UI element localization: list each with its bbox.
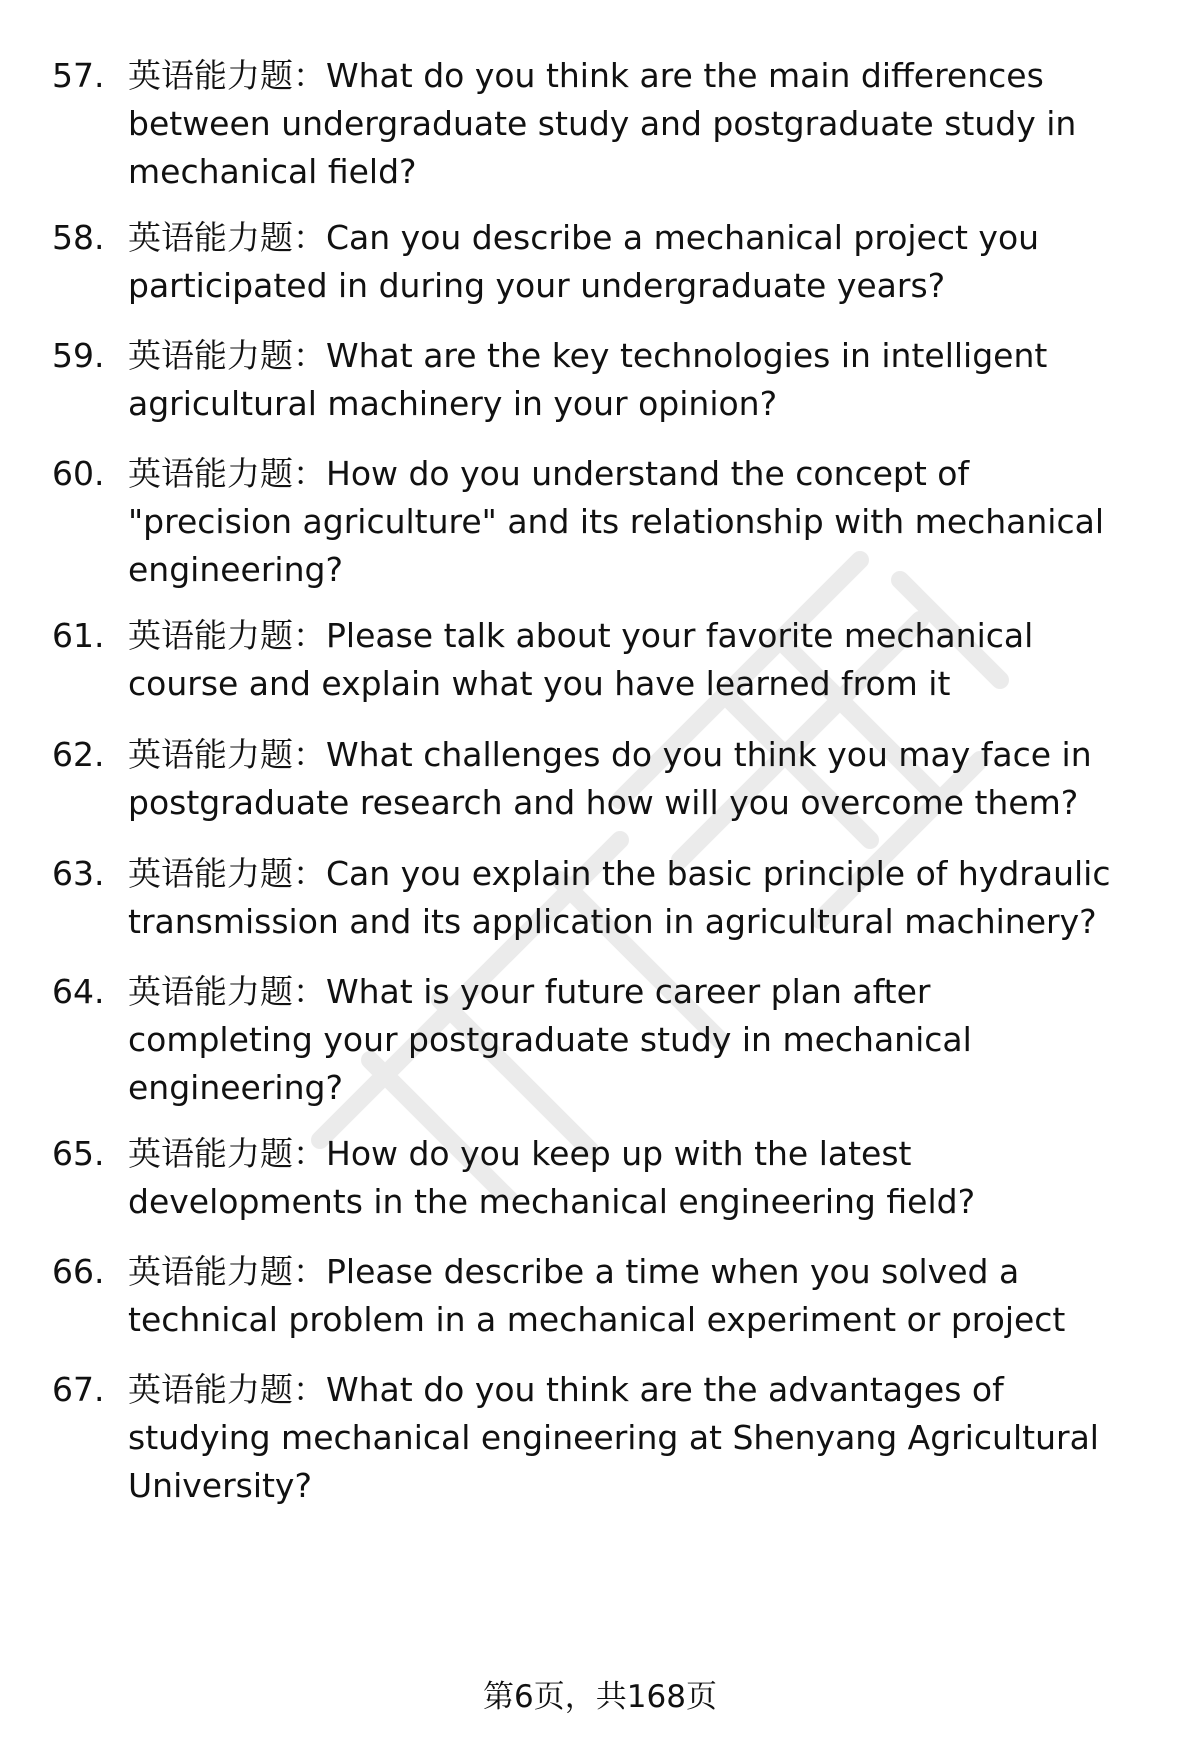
- page-footer: 第6页，共168页: [483, 1679, 717, 1715]
- question-text: 英语能力题：What do you think are the main differences between undergraduate study and postgraduate study in mechanical field?: [128, 56, 1077, 191]
- question-text: 英语能力题：How do you keep up with the latest developments in the mechanical engineering field?: [128, 1134, 976, 1221]
- question-item: [52, 968, 1170, 1112]
- question-item: [52, 612, 1170, 708]
- question-text: 英语能力题：How do you understand the concept of "precision agriculture" and its relationship with mechanical engineering?: [128, 454, 1105, 589]
- question-number: 63.: [52, 854, 105, 893]
- question-text: 英语能力题：Please talk about your favorite mechanical course and explain what you have learned from it: [128, 616, 1034, 703]
- question-text: 英语能力题：What do you think are the advantages of studying mechanical engineering at Shenyang Agricultural University?: [128, 1370, 1099, 1505]
- question-item: [52, 731, 1170, 827]
- question-item: [52, 1366, 1170, 1510]
- question-item: [52, 1130, 1170, 1226]
- question-item: [52, 850, 1170, 946]
- question-text: 英语能力题：Can you explain the basic principle of hydraulic transmission and its application in agricultural machinery?: [128, 854, 1111, 941]
- question-item: [52, 450, 1170, 594]
- question-text: 英语能力题：Can you describe a mechanical project you participated in during your undergraduate years?: [128, 218, 1040, 305]
- question-number: 66.: [52, 1252, 105, 1291]
- question-text: 英语能力题：What is your future career plan after completing your postgraduate study in mechanical engineering?: [128, 972, 972, 1107]
- question-item: [52, 332, 1170, 428]
- question-number: 64.: [52, 972, 105, 1011]
- question-item: [52, 52, 1170, 196]
- question-item: [52, 214, 1170, 310]
- question-item: [52, 1248, 1170, 1344]
- question-number: 67.: [52, 1370, 105, 1409]
- question-number: 60.: [52, 454, 105, 493]
- question-number: 57.: [52, 56, 105, 95]
- question-text: 英语能力题：Please describe a time when you solved a technical problem in a mechanical experiment or project: [128, 1252, 1066, 1339]
- question-text: 英语能力题：What are the key technologies in intelligent agricultural machinery in your opinion?: [128, 336, 1048, 423]
- question-number: 58.: [52, 218, 105, 257]
- question-number: 62.: [52, 735, 105, 774]
- question-number: 59.: [52, 336, 105, 375]
- question-number: 65.: [52, 1134, 105, 1173]
- question-number: 61.: [52, 616, 105, 655]
- question-text: 英语能力题：What challenges do you think you may face in postgraduate research and how will you overcome them?: [128, 735, 1092, 822]
